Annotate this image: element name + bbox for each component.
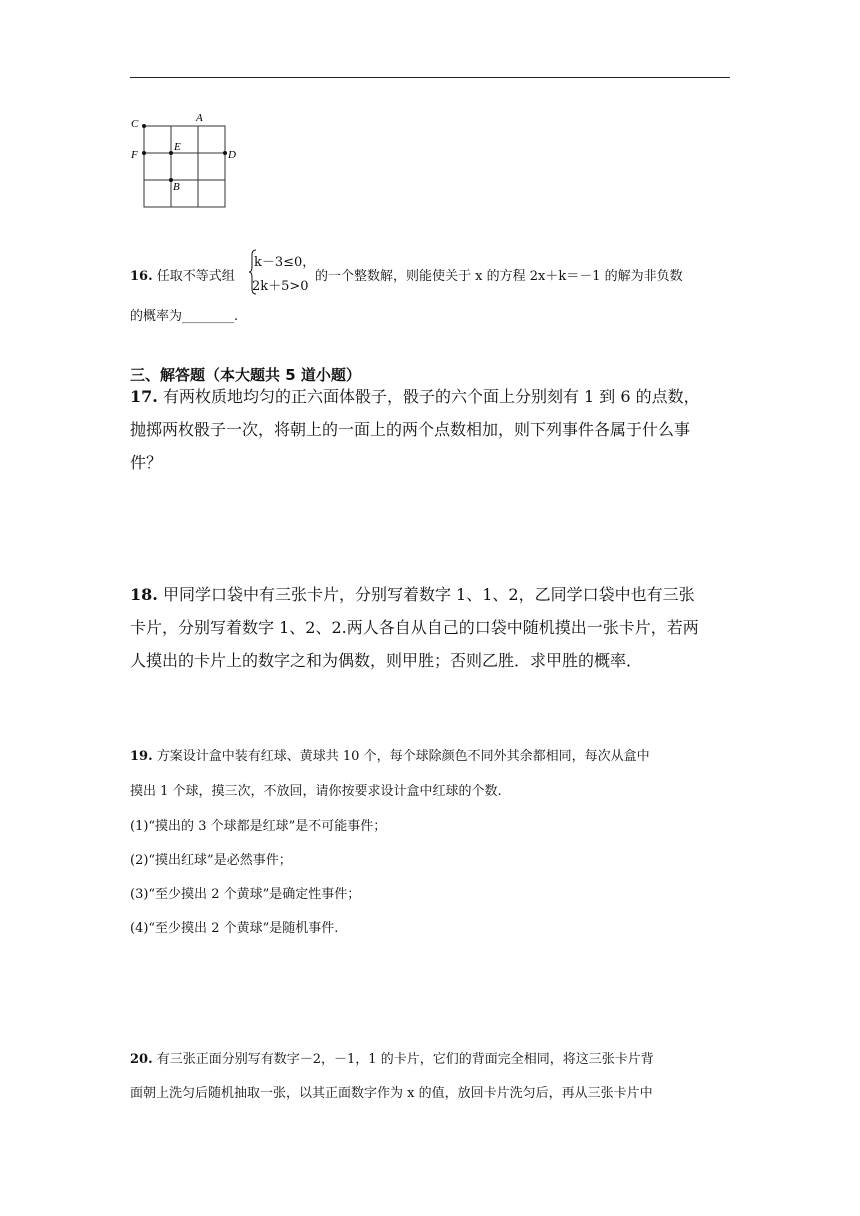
- q19-item-2: (2)“摸出红球”是必然事件；: [130, 853, 292, 868]
- q16-number: 16.: [130, 269, 153, 284]
- grid-diagram: [126, 110, 246, 212]
- q16-line1-start: [130, 265, 235, 284]
- system-line-2: 2k＋5>0: [252, 279, 309, 294]
- inequality-system: [249, 249, 319, 297]
- header-rule: [130, 77, 730, 78]
- q17-number: 17.: [130, 387, 158, 406]
- q19-item-1: (1)“摸出的 3 个球都是红球”是不可能事件；: [130, 819, 387, 834]
- q19-line2: 摸出 1 个球，摸三次，不放回，请你按要求设计盒中红球的个数.: [130, 784, 502, 799]
- q17-line3: 件？: [130, 453, 163, 472]
- q16-line2: 的概率为________.: [130, 309, 239, 324]
- point-d: [223, 151, 227, 155]
- label-a: A: [196, 112, 203, 124]
- q19-number: 19.: [130, 749, 153, 764]
- q19-line1: [130, 745, 650, 764]
- q18-text-1: 甲同学口袋中有三张卡片，分别写着数字 1、1、2，乙同学口袋中也有三张: [162, 585, 695, 604]
- q18-number: 18.: [130, 585, 158, 604]
- point-e: [169, 151, 173, 155]
- q17-text-1: 有两枚质地均匀的正六面体骰子，骰子的六个面上分别刻有 1 到 6 的点数，: [162, 387, 700, 406]
- q17-line1: [130, 380, 700, 413]
- label-d: D: [228, 149, 236, 161]
- q20-text-1: 有三张正面分别写有数字－2，－1，1 的卡片，它们的背面完全相同，将这三张卡片背: [156, 1052, 654, 1067]
- q18-line1: [130, 578, 695, 611]
- label-f: F: [131, 149, 138, 161]
- system-line-1: k－3≤0，: [254, 255, 316, 270]
- q20-line1: [130, 1048, 654, 1067]
- q19-item-4: (4)“至少摸出 2 个黄球”是随机事件.: [130, 921, 339, 936]
- q20-number: 20.: [130, 1052, 153, 1067]
- point-c: [142, 124, 146, 128]
- q19-item-3: (3)“至少摸出 2 个黄球”是确定性事件；: [130, 887, 361, 902]
- q16-before: 任取不等式组: [156, 269, 235, 284]
- section-3-title: 三、解答题（本大题共 5 道小题）: [130, 366, 361, 384]
- q16-after: 的一个整数解，则能使关于 x 的方程 2x＋k＝－1 的解为非负数: [315, 269, 683, 284]
- q17-line2: 抛掷两枚骰子一次，将朝上的一面上的两个点数相加，则下列事件各属于什么事: [130, 420, 691, 439]
- point-f: [142, 151, 146, 155]
- label-c: C: [131, 118, 139, 130]
- q20-line2: 面朝上洗匀后随机抽取一张，以其正面数字作为 x 的值，放回卡片洗匀后，再从三张卡片中: [130, 1086, 653, 1101]
- q18-line2: 卡片，分别写着数字 1、2、2.两人各自从自己的口袋中随机摸出一张卡片，若两: [130, 618, 699, 637]
- label-b: B: [173, 181, 180, 193]
- q18-line3: 人摸出的卡片上的数字之和为偶数，则甲胜；否则乙胜．求甲胜的概率．: [130, 651, 643, 670]
- grid-figure: [126, 110, 246, 212]
- q19-text-1: 方案设计盒中装有红球、黄球共 10 个，每个球除颜色不同外其余都相同，每次从盒中: [156, 749, 650, 764]
- label-e: E: [174, 141, 181, 153]
